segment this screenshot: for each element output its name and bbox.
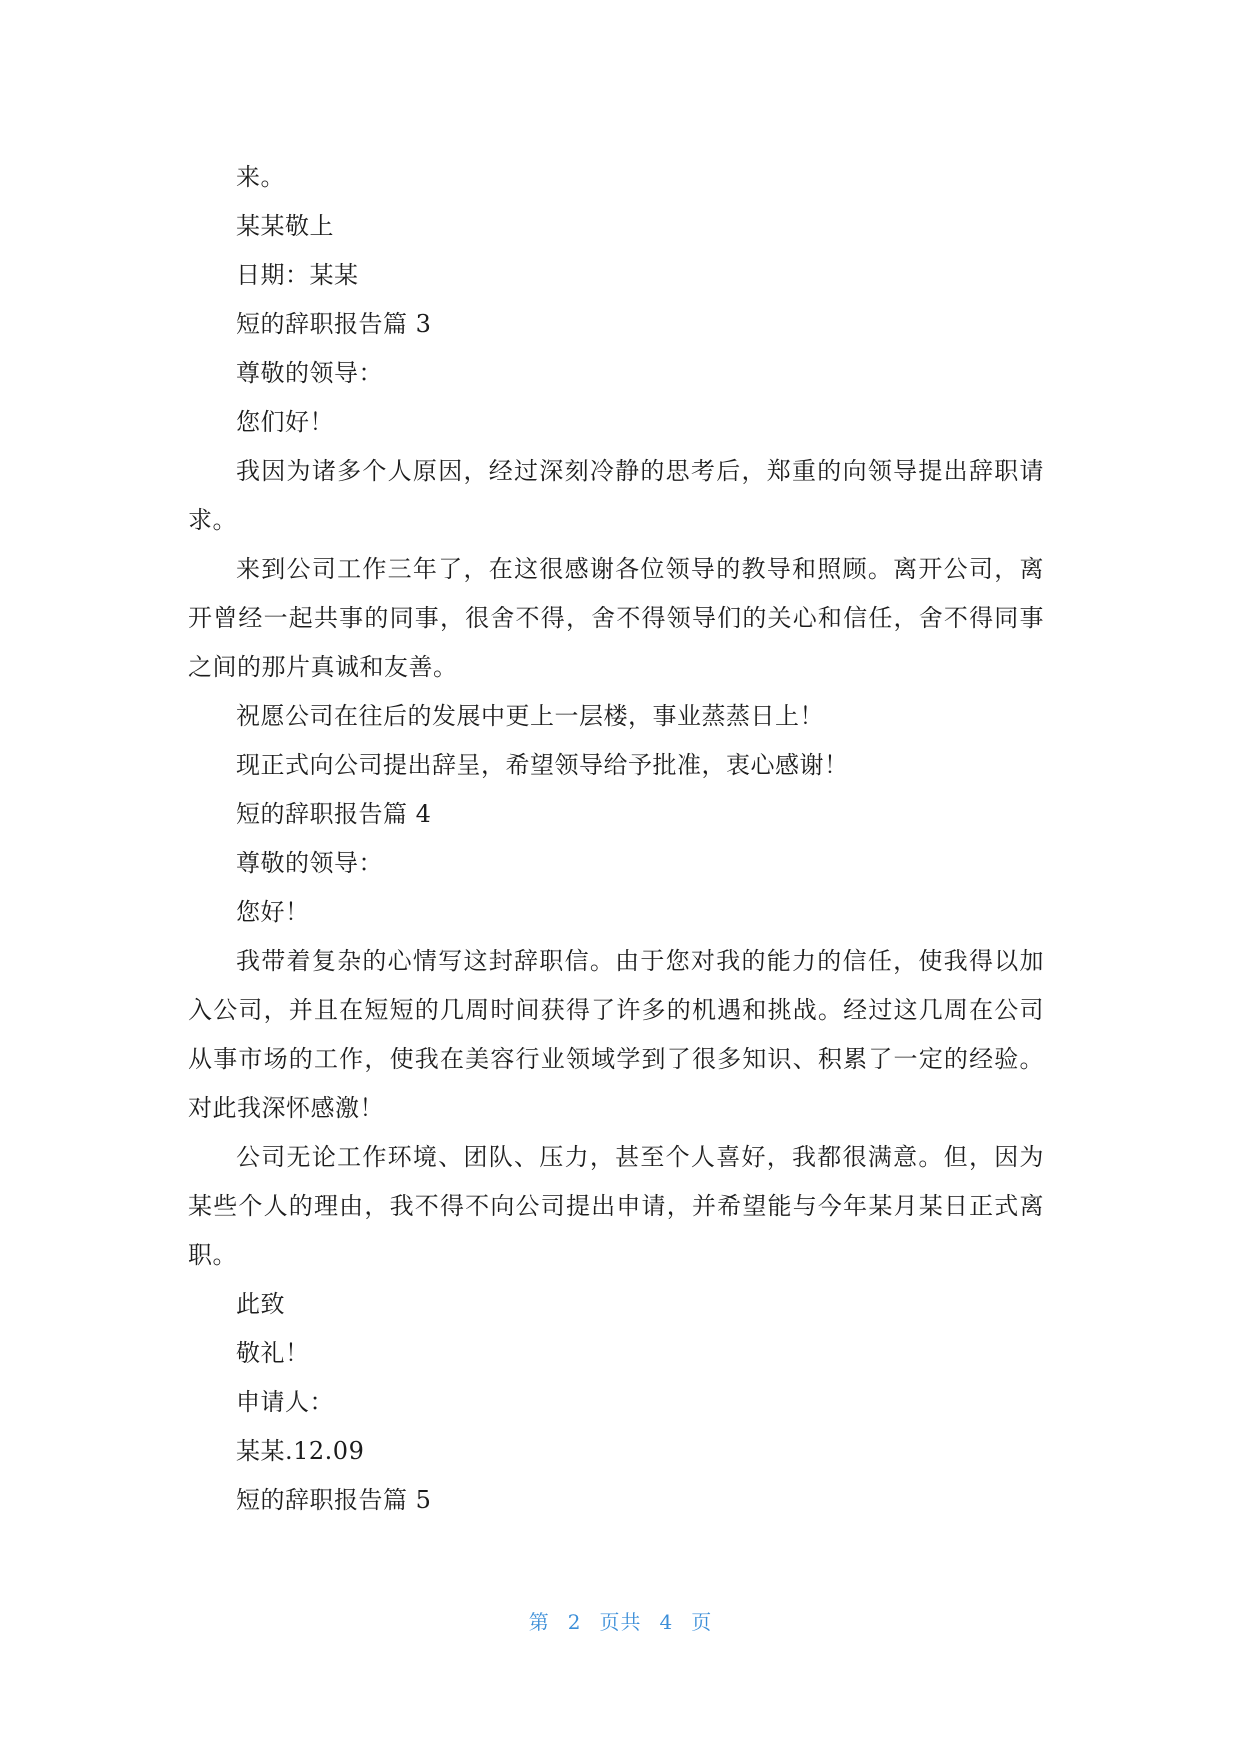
paragraph: 您们好！ (236, 408, 334, 436)
paragraph: 某某敬上 (236, 212, 334, 240)
footer-current-page: 2 (567, 1610, 582, 1634)
paragraph: 来到公司工作三年了，在这很感谢各位领导的教导和照顾。离开公司，离开曾经一起共事的同事，很舍不得，舍不得领导们的关心和信任，舍不得同事之间的那片真诚和友善。 (188, 555, 1044, 681)
paragraph: 申请人： (236, 1388, 334, 1416)
section-heading: 短的辞职报告篇 4 (236, 800, 432, 828)
footer-suffix: 页 (691, 1610, 713, 1634)
paragraph: 来。 (236, 163, 285, 191)
paragraph: 公司无论工作环境、团队、压力，甚至个人喜好，我都很满意。但，因为某些个人的理由，我不得不向公司提出申请，并希望能与今年某月某日正式离职。 (188, 1143, 1044, 1269)
paragraph: 日期：某某 (236, 261, 359, 289)
paragraph: 您好！ (236, 898, 310, 926)
paragraph: 某某.12.09 (236, 1437, 365, 1465)
footer-middle: 页共 (599, 1610, 642, 1634)
paragraph: 祝愿公司在往后的发展中更上一层楼，事业蒸蒸日上！ (236, 702, 824, 730)
section-heading: 短的辞职报告篇 5 (236, 1486, 432, 1514)
footer-prefix: 第 (528, 1610, 550, 1634)
document-body (188, 153, 1044, 1525)
section-heading: 短的辞职报告篇 3 (236, 310, 432, 338)
paragraph: 敬礼！ (236, 1339, 310, 1367)
paragraph: 我带着复杂的心情写这封辞职信。由于您对我的能力的信任，使我得以加入公司，并且在短短的几周时间获得了许多的机遇和挑战。经过这几周在公司从事市场的工作，使我在美容行业领域学到了很多知识、积累了一定的经验。对此我深怀感激！ (188, 947, 1044, 1122)
paragraph: 尊敬的领导： (236, 359, 383, 387)
footer-total-pages: 4 (659, 1610, 674, 1634)
paragraph: 现正式向公司提出辞呈，希望领导给予批准，衷心感谢！ (236, 751, 849, 779)
paragraph: 此致 (236, 1290, 285, 1318)
page-footer (0, 1606, 1241, 1635)
paragraph: 尊敬的领导： (236, 849, 383, 877)
paragraph: 我因为诸多个人原因，经过深刻冷静的思考后，郑重的向领导提出辞职请求。 (188, 457, 1044, 534)
